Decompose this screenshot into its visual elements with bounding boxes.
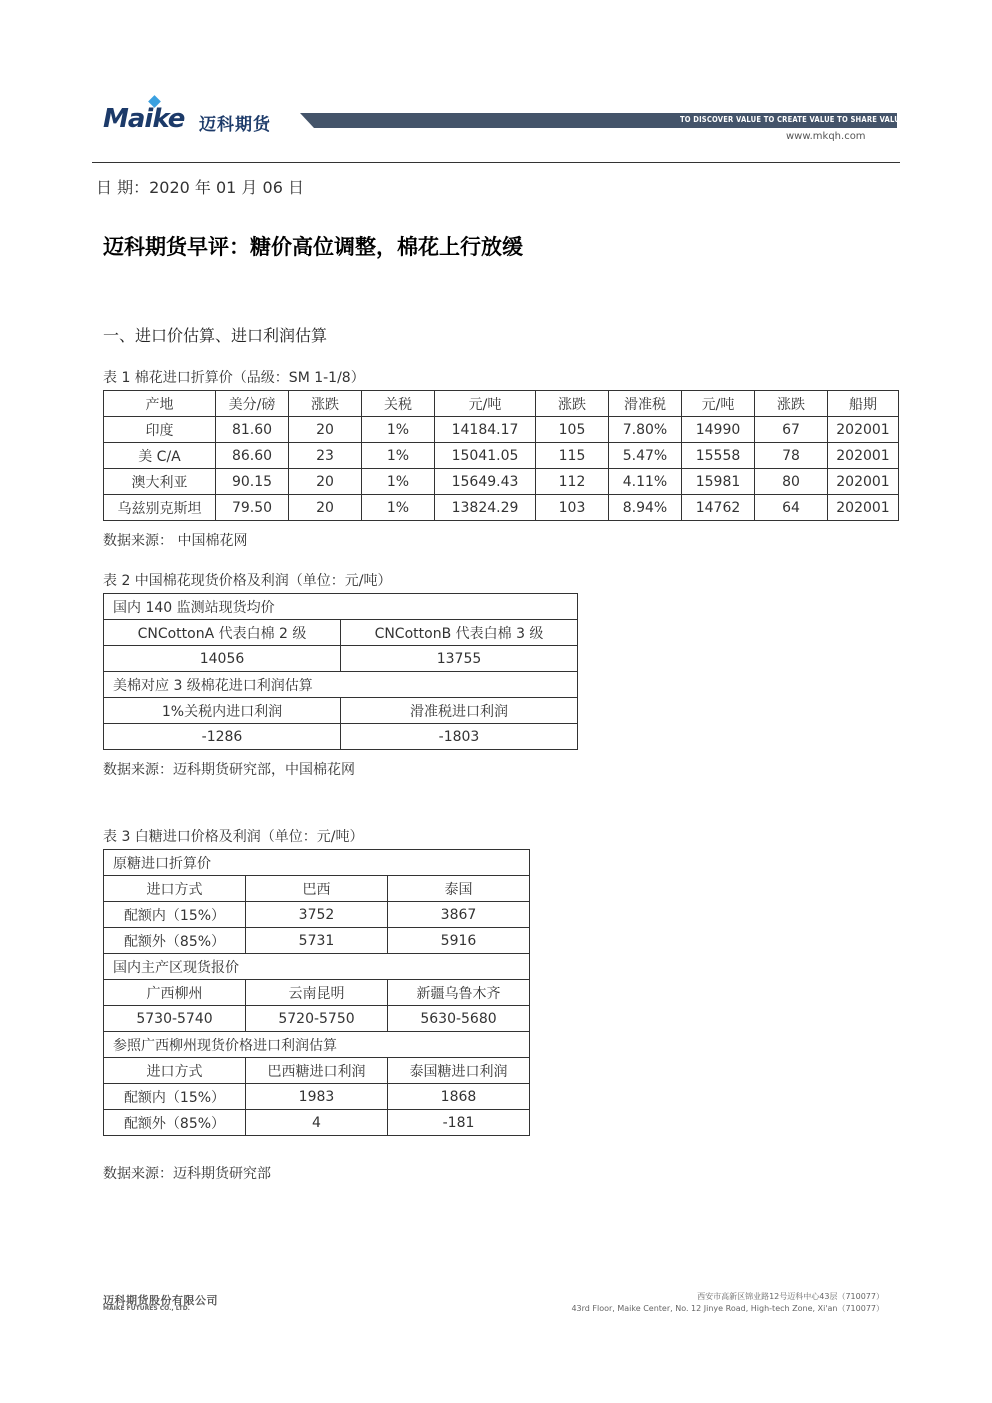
table-header-cell: 进口方式 [104,1058,246,1084]
table-header-cell: 元/吨 [435,391,536,417]
table-cell: 64 [755,495,828,521]
section-heading: 一、进口价估算、进口利润估算 [103,326,328,345]
table-row [104,594,578,620]
table-cell: 13824.29 [435,495,536,521]
table-row [104,469,899,495]
table2-caption: 表 2 中国棉花现货价格及利润（单位：元/吨） [103,573,392,589]
table-row [104,672,578,698]
table-cell: 67 [755,417,828,443]
table-row [104,980,530,1006]
table-cell: 20 [289,417,362,443]
table-cell: 20 [289,469,362,495]
table-cell: 5.47% [609,443,682,469]
footer-address-en: 43rd Floor, Maike Center, No. 12 Jinye Road, High-tech Zone, Xi'an（710077） [571,1304,884,1313]
table-cell: 7.80% [609,417,682,443]
table-row [104,698,578,724]
table-cell: 13755 [341,646,578,672]
table-cell: 15041.05 [435,443,536,469]
table-header-cell: 新疆乌鲁木齐 [388,980,530,1006]
table-cell: 1868 [388,1084,530,1110]
table-group-title: 参照广西柳州现货价格进口利润估算 [104,1032,530,1058]
table-group-title: 原糖进口折算价 [104,850,530,876]
table-header-cell: 涨跌 [755,391,828,417]
table-header-cell: 关税 [362,391,435,417]
cotton-spot-profit-table [103,593,578,750]
table-group-title: 国内 140 监测站现货均价 [104,594,578,620]
table-cell: 80 [755,469,828,495]
table-row [104,724,578,750]
table-cell: 5720-5750 [246,1006,388,1032]
table-cell: 81.60 [216,417,289,443]
table-header-cell: 巴西 [246,876,388,902]
table-header-cell: CNCottonB 代表白棉 3 级 [341,620,578,646]
sugar-import-profit-table [103,849,530,1136]
table-cell: 澳大利亚 [104,469,216,495]
table-row [104,646,578,672]
table-cell: 23 [289,443,362,469]
table-cell: 20 [289,495,362,521]
table-header-cell: 滑准税 [609,391,682,417]
table-cell: 202001 [828,443,899,469]
table-cell: 14056 [104,646,341,672]
logo-chinese-name: 迈科期货 [199,115,271,135]
table-cell: 14184.17 [435,417,536,443]
table-cell: 14990 [682,417,755,443]
table-cell: 1% [362,469,435,495]
table-cell: 78 [755,443,828,469]
table-cell: 印度 [104,417,216,443]
table-header-cell: 云南昆明 [246,980,388,1006]
table-cell: 5916 [388,928,530,954]
table-cell: 115 [536,443,609,469]
table-cell: 5730-5740 [104,1006,246,1032]
table-row [104,1058,530,1084]
table-cell: 4.11% [609,469,682,495]
table-cell: 5731 [246,928,388,954]
table-cell: 1% [362,495,435,521]
table-header-cell: 泰国糖进口利润 [388,1058,530,1084]
table-row [104,443,899,469]
table3-caption: 表 3 白糖进口价格及利润（单位：元/吨） [103,829,364,845]
table-cell: 90.15 [216,469,289,495]
table-header-cell: CNCottonA 代表白棉 2 级 [104,620,341,646]
table-header-cell: 滑准税进口利润 [341,698,578,724]
table-cell: 15558 [682,443,755,469]
table-cell: 103 [536,495,609,521]
table-row [104,928,530,954]
footer-address-cn: 西安市高新区锦业路12号迈科中心43层（710077） [697,1292,884,1301]
footer-company-name-en: MAIKE FUTURES CO., LTD. [103,1305,190,1312]
table-row [104,902,530,928]
table-row [104,417,899,443]
table-header-cell: 涨跌 [536,391,609,417]
table-cell: 202001 [828,417,899,443]
table-header-cell: 船期 [828,391,899,417]
table-cell: -181 [388,1110,530,1136]
table-cell: 202001 [828,495,899,521]
table-row [104,954,530,980]
table-cell: 15981 [682,469,755,495]
table-row [104,1006,530,1032]
table-header-cell: 广西柳州 [104,980,246,1006]
table-cell: 3867 [388,902,530,928]
logo-wordmark: Maike [103,104,185,134]
table-row [104,1032,530,1058]
table-group-title: 国内主产区现货报价 [104,954,530,980]
table1-caption: 表 1 棉花进口折算价（品级：SM 1-1/8） [103,370,365,386]
table-header-cell: 1%关税内进口利润 [104,698,341,724]
table-row [104,1110,530,1136]
table-cell: -1803 [341,724,578,750]
footer-company-name: 迈科期货股份有限公司 [103,1294,218,1307]
table-cell: 3752 [246,902,388,928]
table-cell: 1983 [246,1084,388,1110]
cotton-import-price-table [103,390,899,521]
table-row [104,850,530,876]
table-row [104,495,899,521]
table-header-cell: 泰国 [388,876,530,902]
table-row [104,1084,530,1110]
table-cell: 4 [246,1110,388,1136]
table-cell: 配额内（15%） [104,902,246,928]
table-header-cell: 涨跌 [289,391,362,417]
table3-source: 数据来源：迈科期货研究部 [103,1166,271,1182]
table-cell: 配额外（85%） [104,1110,246,1136]
table-cell: 14762 [682,495,755,521]
table-row [104,391,899,417]
table-cell: 79.50 [216,495,289,521]
table-cell: 1% [362,443,435,469]
table-cell: 8.94% [609,495,682,521]
report-title: 迈科期货早评：糖价高位调整，棉花上行放缓 [103,235,523,259]
table-header-cell: 美分/磅 [216,391,289,417]
table-row [104,876,530,902]
table-cell: 1% [362,417,435,443]
table-cell: 15649.43 [435,469,536,495]
table-cell: 112 [536,469,609,495]
table-header-cell: 元/吨 [682,391,755,417]
table2-source: 数据来源：迈科期货研究部，中国棉花网 [103,762,355,778]
slogan-text: TO DISCOVER VALUE TO CREATE VALUE TO SHARE VALUE [680,115,905,124]
table-header-cell: 产地 [104,391,216,417]
table-row [104,620,578,646]
table-group-title: 美棉对应 3 级棉花进口利润估算 [104,672,578,698]
website-link[interactable]: www.mkqh.com [786,131,866,142]
table-header-cell: 巴西糖进口利润 [246,1058,388,1084]
table-cell: 配额外（85%） [104,928,246,954]
table-cell: 5630-5680 [388,1006,530,1032]
table-header-cell: 进口方式 [104,876,246,902]
table-cell: 乌兹别克斯坦 [104,495,216,521]
table-cell: 105 [536,417,609,443]
header-divider [92,162,900,163]
report-date: 日 期：2020 年 01 月 06 日 [96,178,304,197]
table-cell: 配额内（15%） [104,1084,246,1110]
table1-source: 数据来源： 中国棉花网 [103,533,248,549]
table-cell: 美 C/A [104,443,216,469]
table-cell: 202001 [828,469,899,495]
table-cell: 86.60 [216,443,289,469]
table-cell: -1286 [104,724,341,750]
